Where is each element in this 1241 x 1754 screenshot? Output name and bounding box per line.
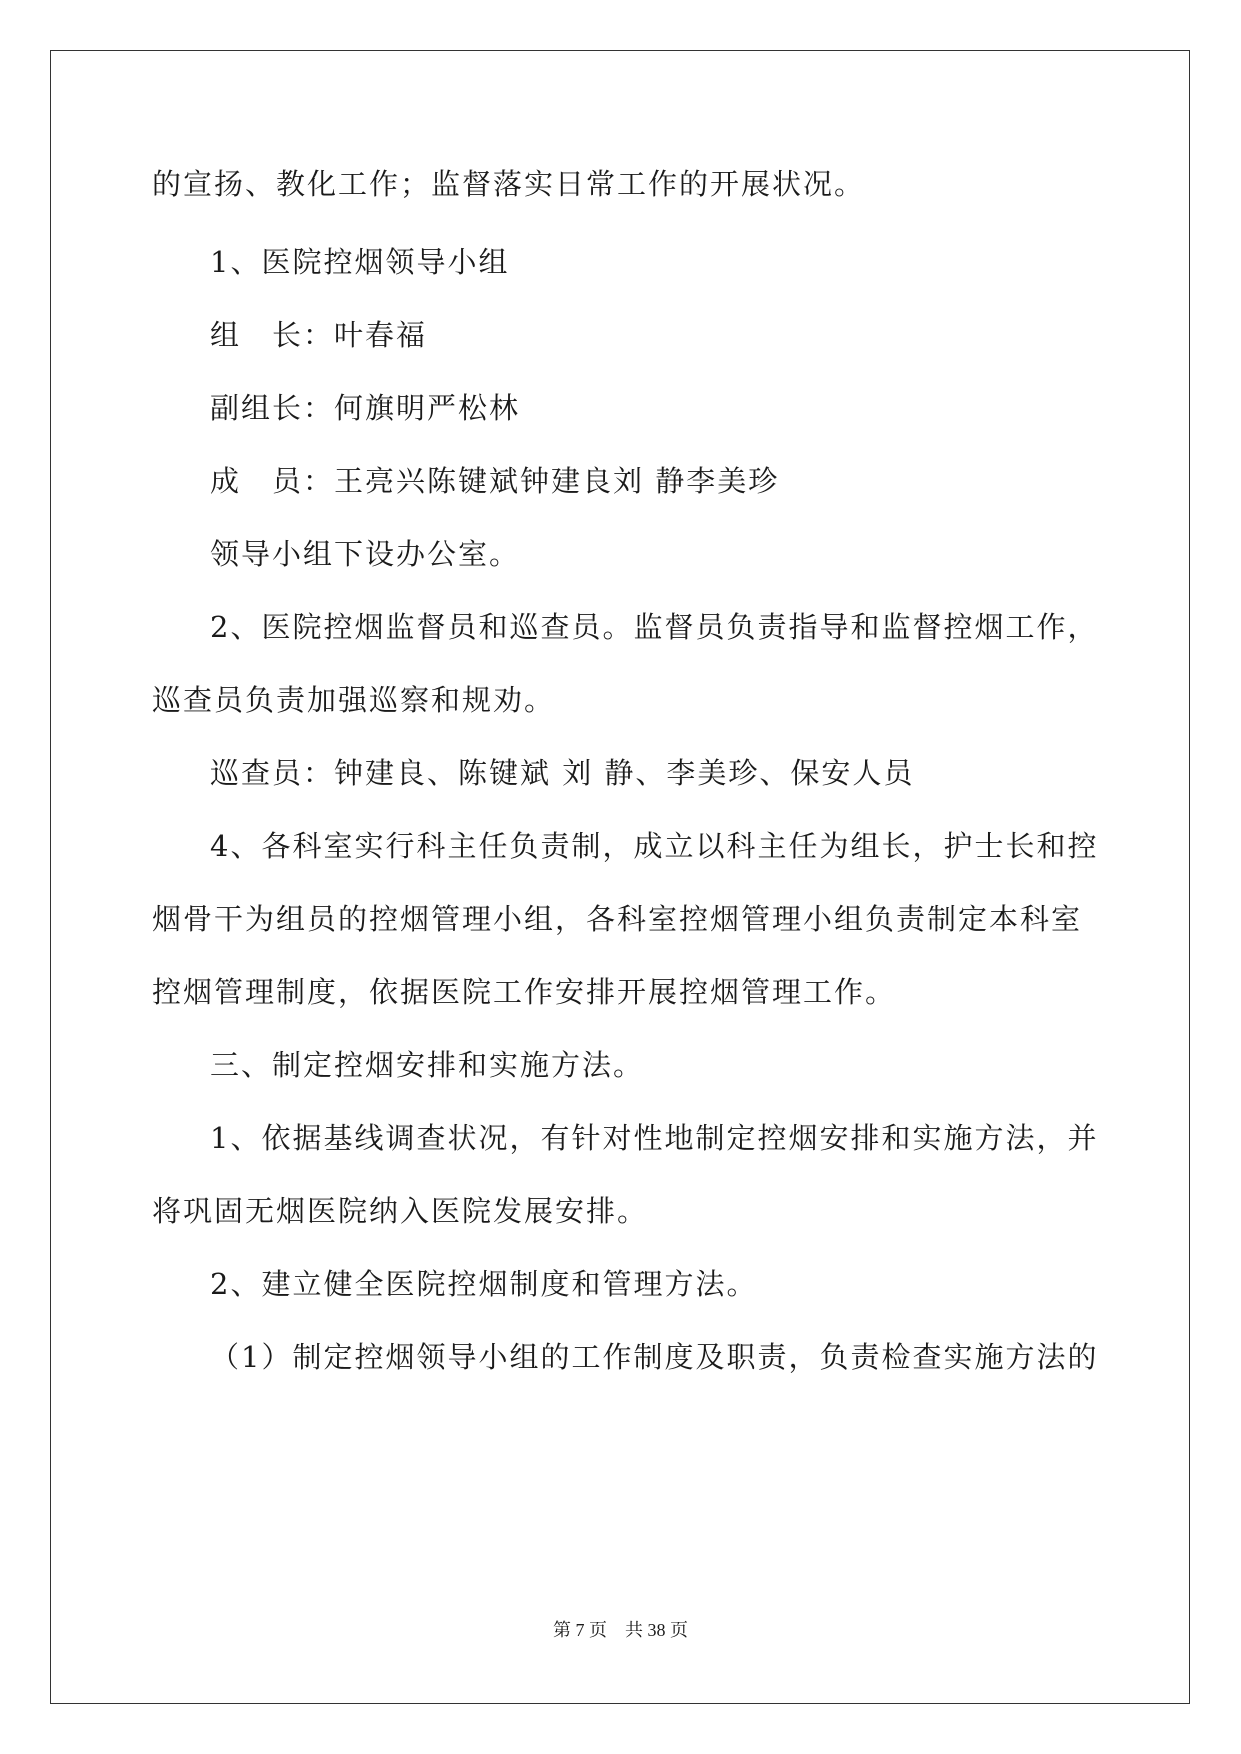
page-footer [0, 1616, 1241, 1642]
text-line: 成 员：王亮兴陈键斌钟建良刘 静李美珍 [210, 464, 780, 498]
text-line: 副组长：何旗明严松林 [210, 391, 521, 425]
page-border [50, 50, 1190, 1704]
text-line: 控烟管理制度，依据医院工作安排开展控烟管理工作。 [152, 975, 897, 1009]
text-line: 巡查员负责加强巡察和规劝。 [152, 683, 556, 717]
text-line: 4、各科室实行科主任负责制，成立以科主任为组长，护士长和控 [210, 829, 1099, 863]
text-line: 烟骨干为组员的控烟管理小组，各科室控烟管理小组负责制定本科室 [152, 902, 1083, 936]
text-line: 的宣扬、教化工作；监督落实日常工作的开展状况。 [152, 167, 866, 201]
text-line: 2、医院控烟监督员和巡查员。监督员负责指导和监督控烟工作， [210, 610, 1099, 644]
text-line: 组 长：叶春福 [210, 318, 428, 352]
text-line: （1）制定控烟领导小组的工作制度及职责，负责检查实施方法的 [210, 1340, 1099, 1374]
text-line: 三、制定控烟安排和实施方法。 [210, 1048, 645, 1082]
text-line: 领导小组下设办公室。 [210, 537, 521, 571]
text-line: 2、建立健全医院控烟制度和管理方法。 [210, 1267, 758, 1301]
text-line: 将巩固无烟医院纳入医院发展安排。 [152, 1194, 649, 1228]
text-line: 1、依据基线调查状况，有针对性地制定控烟安排和实施方法，并 [210, 1121, 1099, 1155]
page-number: 第 7 页 共 38 页 [553, 1620, 688, 1640]
text-line: 巡查员：钟建良、陈键斌 刘 静、李美珍、保安人员 [210, 756, 915, 790]
text-line: 1、医院控烟领导小组 [210, 245, 510, 279]
